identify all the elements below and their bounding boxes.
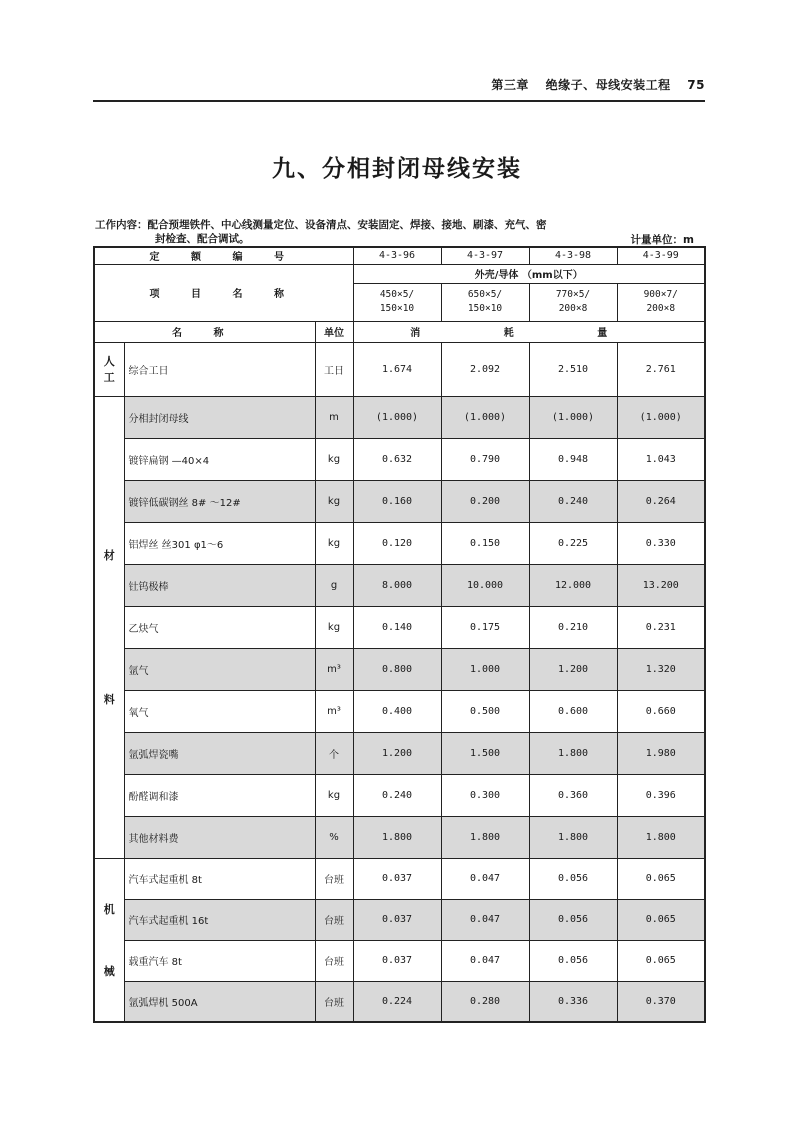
item-name: 分相封闭母线 (124, 396, 315, 438)
item-unit: g (315, 564, 353, 606)
item-name: 镀锌低碳钢丝 8# ～12# (124, 480, 315, 522)
value-cell: 0.632 (353, 438, 441, 480)
value-cell: 0.225 (529, 522, 617, 564)
value-cell: 0.336 (529, 981, 617, 1022)
material-row (94, 816, 705, 858)
value-cell: 0.790 (441, 438, 529, 480)
item-name: 镀锌扁钢 —40×4 (124, 438, 315, 480)
header-text (479, 76, 705, 93)
value-cell: 0.065 (617, 858, 705, 899)
value-cell: 13.200 (617, 564, 705, 606)
value-cell: 1.800 (529, 732, 617, 774)
category-char: 材 (103, 549, 115, 562)
col-unit-header: 单位 (315, 321, 353, 342)
group-row (94, 264, 705, 283)
material-row (94, 732, 705, 774)
value-cell: 0.280 (441, 981, 529, 1022)
value-cell: (1.000) (441, 396, 529, 438)
value-cell: 2.092 (441, 342, 529, 396)
category-char: 人 (103, 355, 115, 368)
item-unit: kg (315, 606, 353, 648)
item-name: 氩气 (124, 648, 315, 690)
value-cell: 12.000 (529, 564, 617, 606)
value-cell: 0.056 (529, 899, 617, 940)
value-cell: 8.000 (353, 564, 441, 606)
spec-line: 900×7/ (643, 289, 678, 300)
item-name: 铝焊丝 丝301 φ1～6 (124, 522, 315, 564)
code-cell: 4-3-98 (529, 247, 617, 264)
value-cell: 0.120 (353, 522, 441, 564)
material-row (94, 396, 705, 438)
value-cell: 0.160 (353, 480, 441, 522)
spec-cell (353, 283, 441, 321)
value-cell: 0.600 (529, 690, 617, 732)
column-header-row (94, 321, 705, 342)
machine-category (94, 858, 124, 1022)
code-row (94, 247, 705, 264)
value-cell: 0.360 (529, 774, 617, 816)
value-cell: 1.800 (353, 816, 441, 858)
item-name: 其他材料费 (124, 816, 315, 858)
value-cell: 2.510 (529, 342, 617, 396)
value-cell: 1.980 (617, 732, 705, 774)
page-number: 75 (687, 78, 705, 92)
value-cell: 0.264 (617, 480, 705, 522)
value-cell: 1.800 (441, 816, 529, 858)
value-cell: 10.000 (441, 564, 529, 606)
value-cell: 0.231 (617, 606, 705, 648)
category-char: 械 (103, 964, 115, 978)
value-cell: 0.330 (617, 522, 705, 564)
labor-row (94, 342, 705, 396)
value-cell: 1.674 (353, 342, 441, 396)
material-category (94, 396, 124, 858)
value-cell: 0.047 (441, 940, 529, 981)
spec-line: 450×5/ (379, 289, 415, 300)
value-cell: 1.800 (529, 816, 617, 858)
machine-row (94, 858, 705, 899)
item-unit: kg (315, 480, 353, 522)
value-cell: 0.370 (617, 981, 705, 1022)
item-unit: 台班 (315, 940, 353, 981)
material-row (94, 480, 705, 522)
item-unit: kg (315, 774, 353, 816)
spec-line: 150×10 (379, 303, 415, 314)
value-cell: 0.175 (441, 606, 529, 648)
item-name: 乙炔气 (124, 606, 315, 648)
spec-line: 200×8 (646, 303, 676, 314)
material-row (94, 564, 705, 606)
value-cell: 0.065 (617, 899, 705, 940)
value-cell: 1.043 (617, 438, 705, 480)
material-row (94, 690, 705, 732)
work-content (95, 218, 625, 246)
value-cell: 0.037 (353, 858, 441, 899)
value-cell: (1.000) (353, 396, 441, 438)
labor-category (94, 342, 124, 396)
value-cell: 1.320 (617, 648, 705, 690)
item-name: 氩弧焊瓷嘴 (124, 732, 315, 774)
category-char: 料 (103, 693, 115, 706)
item-unit: m (315, 396, 353, 438)
value-cell: 0.047 (441, 899, 529, 940)
spec-line: 150×10 (467, 303, 503, 314)
material-row (94, 774, 705, 816)
machine-row (94, 981, 705, 1022)
item-unit: m³ (315, 648, 353, 690)
code-cell: 4-3-97 (441, 247, 529, 264)
item-unit: 工日 (315, 342, 353, 396)
material-row (94, 606, 705, 648)
value-cell: (1.000) (617, 396, 705, 438)
section-label: 绝缘子、母线安装工程 (545, 78, 671, 92)
unit-note: 计量单位：m (630, 234, 694, 246)
work-label: 工作内容： (95, 219, 148, 231)
value-cell: 0.065 (617, 940, 705, 981)
spec-cell (529, 283, 617, 321)
col-name-header: 名 称 (94, 321, 315, 342)
value-cell: 1.000 (441, 648, 529, 690)
item-name: 综合工日 (124, 342, 315, 396)
value-cell: 0.800 (353, 648, 441, 690)
category-char: 机 (103, 902, 115, 916)
item-unit: 台班 (315, 858, 353, 899)
item-unit: 个 (315, 732, 353, 774)
work-line-1: 配合预埋铁件、中心线测量定位、设备清点、安装固定、焊接、接地、刷漆、充气、密 (147, 219, 547, 231)
item-name: 汽车式起重机 8t (124, 858, 315, 899)
value-cell: 0.400 (353, 690, 441, 732)
item-name: 氧气 (124, 690, 315, 732)
value-cell: 0.200 (441, 480, 529, 522)
code-label: 定 额 编 号 (94, 247, 353, 264)
value-cell: 0.948 (529, 438, 617, 480)
quota-table (93, 246, 706, 1023)
item-name: 酚醛调和漆 (124, 774, 315, 816)
value-cell: 0.660 (617, 690, 705, 732)
value-cell: (1.000) (529, 396, 617, 438)
item-unit: % (315, 816, 353, 858)
value-cell: 0.047 (441, 858, 529, 899)
spec-cell (441, 283, 529, 321)
material-row (94, 438, 705, 480)
value-cell: 0.056 (529, 940, 617, 981)
value-cell: 0.300 (441, 774, 529, 816)
value-cell: 0.037 (353, 940, 441, 981)
item-label: 项 目 名 称 (94, 264, 353, 321)
spec-cell (617, 283, 705, 321)
material-row (94, 648, 705, 690)
value-cell: 0.037 (353, 899, 441, 940)
item-name: 汽车式起重机 16t (124, 899, 315, 940)
value-cell: 2.761 (617, 342, 705, 396)
item-unit: kg (315, 438, 353, 480)
value-cell: 0.500 (441, 690, 529, 732)
item-unit: m³ (315, 690, 353, 732)
item-name: 载重汽车 8t (124, 940, 315, 981)
value-cell: 0.056 (529, 858, 617, 899)
category-char: 工 (103, 371, 115, 384)
chapter-label: 第三章 (491, 78, 529, 92)
value-cell: 0.396 (617, 774, 705, 816)
item-name: 钍钨极棒 (124, 564, 315, 606)
value-cell: 1.200 (353, 732, 441, 774)
item-unit: kg (315, 522, 353, 564)
value-cell: 1.200 (529, 648, 617, 690)
spec-line: 770×5/ (555, 289, 591, 300)
item-unit: 台班 (315, 981, 353, 1022)
running-header (93, 70, 705, 102)
value-cell: 1.800 (617, 816, 705, 858)
value-cell: 0.240 (529, 480, 617, 522)
value-cell: 0.240 (353, 774, 441, 816)
machine-row (94, 899, 705, 940)
value-cell: 0.150 (441, 522, 529, 564)
spec-line: 650×5/ (467, 289, 503, 300)
col-consume-header: 消 耗 量 (353, 321, 705, 342)
value-cell: 0.210 (529, 606, 617, 648)
item-unit: 台班 (315, 899, 353, 940)
spec-line: 200×8 (558, 303, 588, 314)
page-title: 九、分相封闭母线安装 (272, 156, 522, 182)
material-row (94, 522, 705, 564)
item-name: 氩弧焊机 500A (124, 981, 315, 1022)
value-cell: 0.140 (353, 606, 441, 648)
value-cell: 0.224 (353, 981, 441, 1022)
work-line-2: 封检查、配合调试。 (155, 233, 250, 245)
value-cell: 1.500 (441, 732, 529, 774)
group-label: 外壳/导体 （mm以下） (353, 264, 705, 283)
code-cell: 4-3-99 (617, 247, 705, 264)
code-cell: 4-3-96 (353, 247, 441, 264)
machine-row (94, 940, 705, 981)
